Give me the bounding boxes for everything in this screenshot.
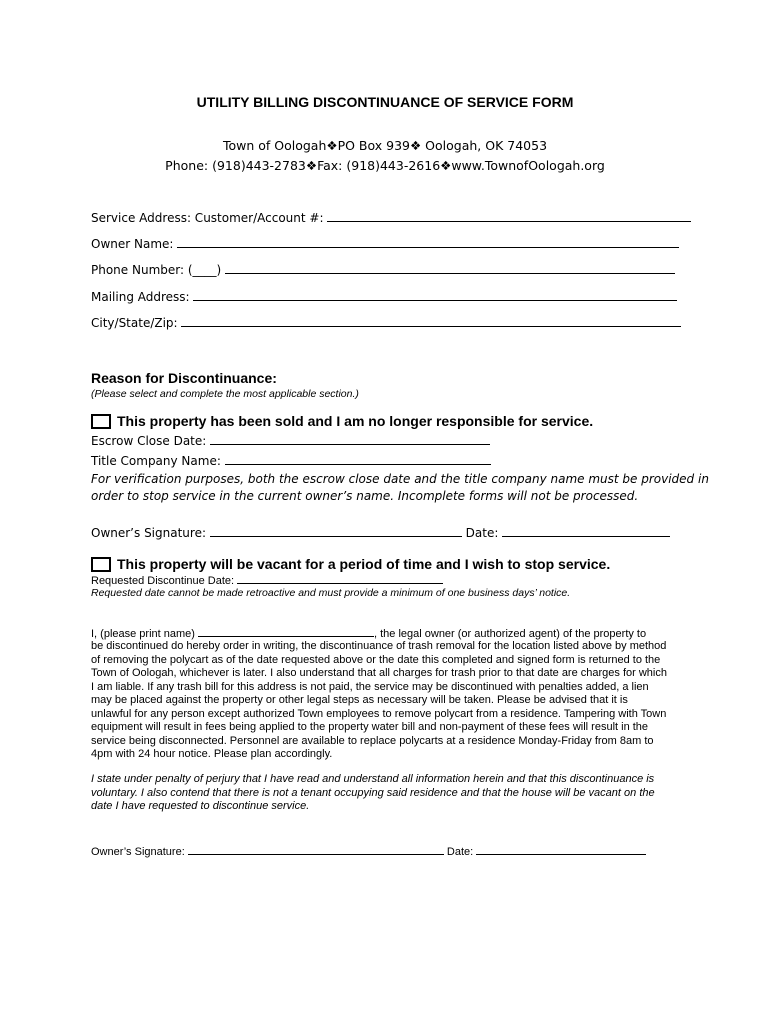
- title-company-input[interactable]: [225, 452, 491, 465]
- verification-note: [91, 471, 709, 505]
- vacant-option: [91, 556, 610, 572]
- phone-number-label: Phone Number: (____): [91, 263, 222, 277]
- final-date-label: Date:: [446, 846, 474, 858]
- phone-number-input[interactable]: [225, 261, 675, 274]
- requested-date-label: Requested Discontinue Date:: [91, 575, 235, 587]
- mailing-address-input[interactable]: [193, 288, 677, 301]
- perjury-statement: I state under penalty of perjury that I have read and understand all information herein and that this discontinuance is voluntary. I also contend that there is not a tenant occupying said residence and that the house will be vacant on the date I have requested to discontinue service.: [91, 773, 655, 812]
- town-contact: Phone: (918)443-2783❖Fax: (918)443-2616❖www.TownofOologah.org: [165, 158, 605, 173]
- final-signature-input[interactable]: [188, 844, 444, 855]
- vacant-checkbox[interactable]: [91, 557, 111, 572]
- print-name-input[interactable]: [198, 626, 374, 637]
- service-address-row: [91, 209, 691, 225]
- escrow-close-input[interactable]: [210, 432, 490, 445]
- sold-signature-label: Owner’s Signature:: [91, 526, 206, 540]
- print-name-suffix: , the legal owner (or authorized agent) of the property to: [374, 628, 647, 640]
- sold-date-input[interactable]: [502, 524, 670, 537]
- print-name-label: I, (please print name): [91, 628, 195, 640]
- service-address-label: Service Address: Customer/Account #:: [91, 211, 324, 225]
- owner-name-input[interactable]: [177, 235, 679, 248]
- sold-signature-row: [91, 524, 670, 540]
- town-address: Town of Oologah❖PO Box 939❖ Oologah, OK 74053: [222, 138, 548, 153]
- final-date-input[interactable]: [476, 844, 646, 855]
- owner-name-row: [91, 235, 679, 251]
- verification-note-line1: For verification purposes, both the escrow close date and the title company name must be provided in: [91, 472, 709, 486]
- verification-note-line2: order to stop service in the current owner’s name. Incomplete forms will not be processed.: [91, 489, 639, 503]
- reason-heading: Reason for Discontinuance:: [91, 370, 277, 386]
- escrow-row: [91, 432, 490, 448]
- sold-option: [91, 413, 593, 429]
- owner-name-label: Owner Name:: [91, 237, 174, 251]
- title-company-row: [91, 452, 491, 468]
- agreement-body: be discontinued do hereby order in writing, the discontinuance of trash removal for the location listed above by method of removing the polycart as of the date requested above or the date this completed and signed form is returned to the Town of Oologah, whichever is later. I also understand that all charges for trash prior to that date are charges for which I am liable. If any trash bill for this address is not paid, the service may be discontinued with penalties added, a lien may be placed against the property or other legal steps as necessary will be taken. Please be advised that it is unlawful for any person except authorized Town employees to remove polycart from a residence. Tampering with Town equipment will result in fees being applied to the property water bill and non-payment of these fees will result in the service being disconnected. Personnel are available to replace polycarts at a residence Monday-Friday from 8am to 4pm with 24 hour notice. Please plan accordingly.: [91, 640, 667, 760]
- sold-date-label: Date:: [465, 526, 499, 540]
- mailing-address-label: Mailing Address:: [91, 290, 190, 304]
- form-title: UTILITY BILLING DISCONTINUANCE OF SERVICE FORM: [196, 94, 574, 110]
- sold-signature-input[interactable]: [210, 524, 462, 537]
- reason-instruction: (Please select and complete the most applicable section.): [91, 388, 359, 400]
- city-state-zip-input[interactable]: [181, 314, 681, 327]
- service-address-input[interactable]: [327, 209, 691, 222]
- requested-date-note: Requested date cannot be made retroactive and must provide a minimum of one business days’ notice.: [91, 587, 571, 599]
- city-state-zip-label: City/State/Zip:: [91, 316, 178, 330]
- sold-heading: This property has been sold and I am no longer responsible for service.: [117, 413, 594, 429]
- mailing-address-row: [91, 288, 677, 304]
- requested-date-input[interactable]: [237, 573, 443, 584]
- phone-number-row: [91, 261, 675, 277]
- escrow-close-label: Escrow Close Date:: [91, 434, 207, 448]
- final-signature-row: [91, 844, 646, 858]
- title-company-label: Title Company Name:: [91, 454, 221, 468]
- vacant-heading: This property will be vacant for a period of time and I wish to stop service.: [117, 556, 611, 572]
- requested-date-row: [91, 573, 443, 587]
- print-name-row: [91, 626, 646, 640]
- final-signature-label: Owner’s Signature:: [91, 846, 185, 858]
- city-state-zip-row: [91, 314, 681, 330]
- sold-checkbox[interactable]: [91, 414, 111, 429]
